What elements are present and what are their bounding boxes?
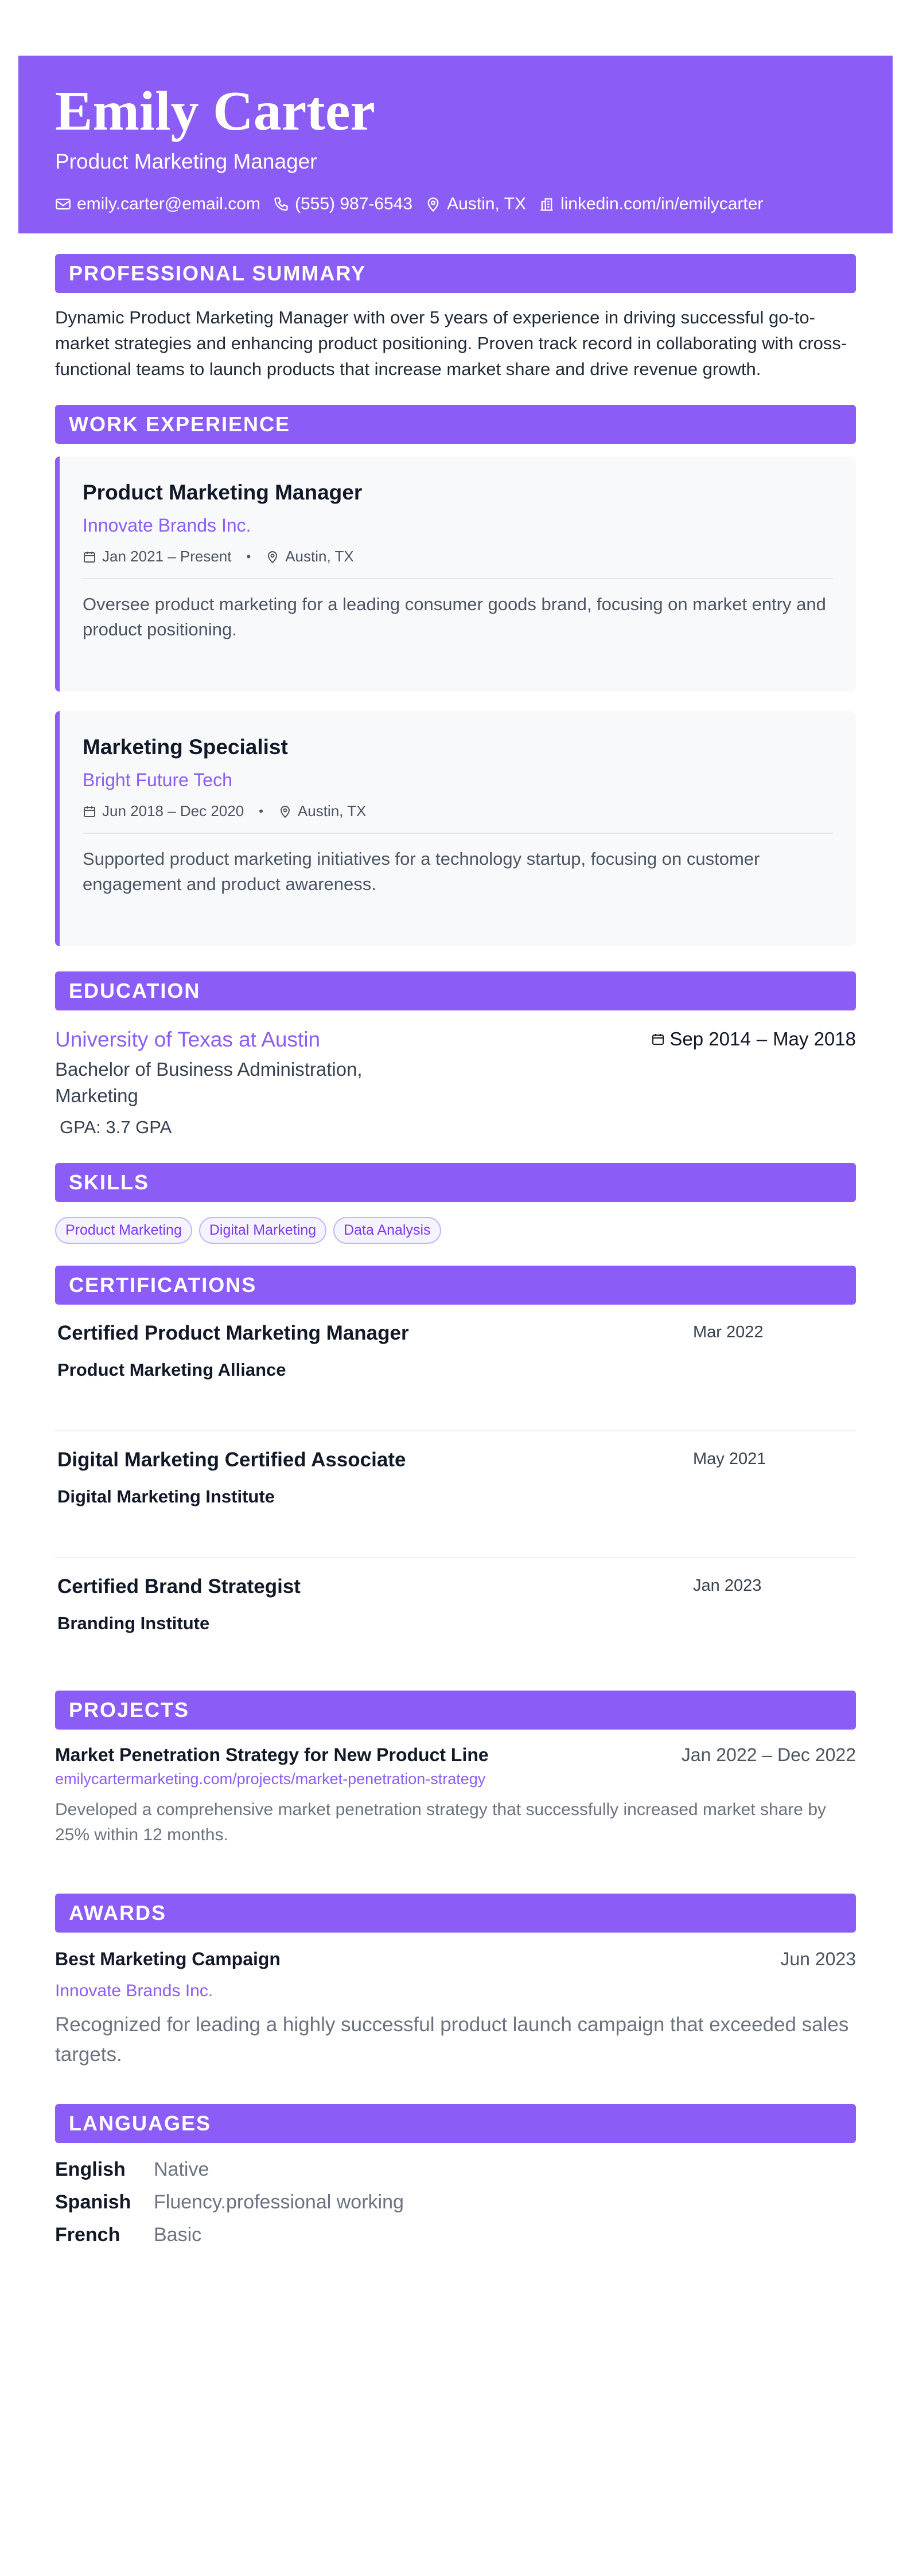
- job-company: Bright Future Tech: [83, 770, 232, 790]
- calendar-icon: [651, 1032, 665, 1046]
- award-organization: Innovate Brands Inc.: [55, 1981, 213, 2000]
- job-dates: Jan 2021 – Present: [102, 548, 232, 565]
- job-meta: [83, 802, 833, 820]
- candidate-title: Product Marketing Manager: [55, 150, 317, 173]
- certification-item: [55, 1558, 856, 1685]
- language-item: [55, 2188, 856, 2216]
- job-location: Austin, TX: [297, 802, 367, 819]
- certification-issuer: Digital Marketing Institute: [57, 1486, 275, 1506]
- separator-dot: •: [246, 549, 251, 564]
- award-header: [55, 1949, 856, 1970]
- certification-name: Certified Product Marketing Manager: [57, 1322, 409, 1344]
- calendar-icon: [83, 550, 96, 564]
- gpa: GPA: 3.7 GPA: [60, 1117, 172, 1137]
- language-level: Native: [154, 2159, 209, 2180]
- map-pin-icon: [278, 805, 292, 818]
- section-heading-skills: SKILLS: [55, 1163, 856, 1202]
- degree: Bachelor of Business Administration, Marketing: [55, 1059, 363, 1106]
- certification-date: May 2021: [693, 1450, 766, 1468]
- resume-header: [18, 56, 893, 233]
- language-level: Fluency.professional working: [154, 2191, 404, 2213]
- candidate-name: Emily Carter: [55, 80, 375, 142]
- separator-dot: •: [259, 803, 263, 818]
- divider: [83, 833, 833, 834]
- job-card: [55, 456, 856, 692]
- education-entry: [55, 1028, 856, 1138]
- job-card: [55, 711, 856, 946]
- contact-linkedin[interactable]: [539, 194, 763, 214]
- skill-tag: Digital Marketing: [199, 1217, 326, 1244]
- project-name: Market Penetration Strategy for New Product Line: [55, 1744, 489, 1765]
- map-pin-icon: [425, 196, 441, 212]
- skill-tag: Product Marketing: [55, 1217, 192, 1244]
- project-description: Developed a comprehensive market penetration strategy that successfully increased market share by 25% within 12 months.: [55, 1800, 827, 1844]
- email-text: emily.carter@email.com: [77, 194, 260, 213]
- certification-name: Digital Marketing Certified Associate: [57, 1449, 406, 1471]
- project-dates: Jan 2022 – Dec 2022: [681, 1744, 856, 1765]
- language-name: French: [55, 2224, 120, 2246]
- divider: [83, 578, 833, 579]
- section-heading-experience: WORK EXPERIENCE: [55, 405, 856, 444]
- languages-list: [55, 2156, 856, 2249]
- language-name: English: [55, 2159, 126, 2180]
- section-heading-awards: AWARDS: [55, 1894, 856, 1933]
- skill-tag: Data Analysis: [333, 1217, 441, 1244]
- job-title: Product Marketing Manager: [83, 481, 363, 504]
- certification-name: Certified Brand Strategist: [57, 1575, 301, 1598]
- skills-list: [55, 1217, 856, 1244]
- building-icon: [539, 196, 555, 212]
- language-item: [55, 2156, 856, 2184]
- calendar-icon: [83, 805, 96, 818]
- date-dash: –: [756, 1028, 768, 1049]
- job-meta: [83, 548, 833, 565]
- education-start: Sep 2014: [669, 1028, 751, 1049]
- certification-issuer: Product Marketing Alliance: [57, 1360, 286, 1380]
- education-end: May 2018: [773, 1028, 856, 1049]
- summary-text: Dynamic Product Marketing Manager with over 5 years of experience in driving successful go-to-market strategies and enhancing product positioning. Proven track record in collaborating with cross-functional teams to launch products that increase market share and drive revenue growth.: [55, 307, 847, 379]
- certification-issuer: Branding Institute: [57, 1613, 210, 1633]
- resume-body: [55, 254, 856, 2249]
- certification-item: [55, 1431, 856, 1558]
- section-heading-projects: PROJECTS: [55, 1691, 856, 1730]
- map-pin-icon: [266, 550, 279, 564]
- contact-location: [425, 194, 526, 214]
- language-item: [55, 2221, 856, 2249]
- award-description: Recognized for leading a highly successful product launch campaign that exceeded sales targets.: [55, 2013, 849, 2066]
- section-heading-summary: PROFESSIONAL SUMMARY: [55, 254, 856, 293]
- contact-info: [55, 194, 856, 214]
- language-name: Spanish: [55, 2191, 131, 2213]
- project-header: [55, 1744, 856, 1766]
- job-title: Marketing Specialist: [83, 735, 288, 759]
- job-description: Supported product marketing initiatives for a technology startup, focusing on customer engagement and product awareness.: [83, 849, 760, 894]
- school-name: University of Texas at Austin: [55, 1028, 321, 1051]
- project-link[interactable]: emilycartermarketing.com/projects/market-penetration-strategy: [55, 1770, 486, 1787]
- education-dates: [651, 1028, 856, 1051]
- location-text: Austin, TX: [447, 194, 526, 213]
- section-heading-education: EDUCATION: [55, 971, 856, 1010]
- award-date: Jun 2023: [780, 1949, 856, 1969]
- mail-icon: [55, 196, 71, 212]
- phone-text: (555) 987-6543: [294, 194, 413, 213]
- language-level: Basic: [154, 2224, 202, 2246]
- job-dates: Jun 2018 – Dec 2020: [102, 802, 244, 819]
- award-name: Best Marketing Campaign: [55, 1949, 281, 1969]
- job-description: Oversee product marketing for a leading consumer goods brand, focusing on market entry and product positioning.: [83, 594, 826, 639]
- section-heading-certifications: CERTIFICATIONS: [55, 1266, 856, 1305]
- certification-date: Mar 2022: [693, 1323, 764, 1341]
- certification-item: [55, 1305, 856, 1431]
- contact-phone[interactable]: [273, 194, 412, 214]
- job-company: Innovate Brands Inc.: [83, 515, 251, 536]
- contact-email[interactable]: [55, 194, 260, 214]
- linkedin-text: linkedin.com/in/emilycarter: [560, 194, 764, 213]
- certifications-list: [55, 1305, 856, 1685]
- job-location: Austin, TX: [285, 548, 354, 565]
- phone-icon: [273, 196, 289, 212]
- section-heading-languages: LANGUAGES: [55, 2104, 856, 2143]
- certification-date: Jan 2023: [693, 1576, 762, 1595]
